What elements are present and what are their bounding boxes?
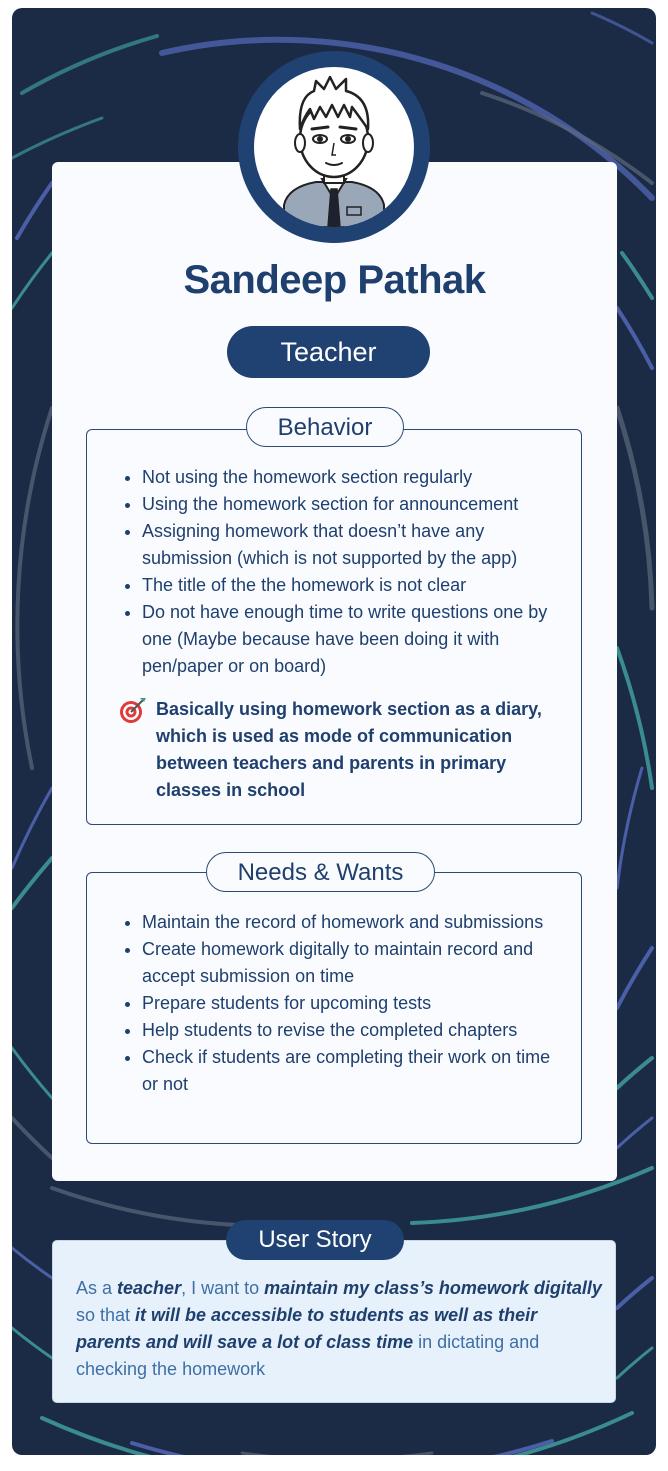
list-item: • Do not have enough time to write questions one by one (Maybe because have been doing it with pen/paper or on board): [142, 599, 572, 680]
user-story-text: As a teacher, I want to maintain my class’s homework digitally so that it will be accessible to students as well as their parents and will save a lot of class time in dictating and checking the homework: [76, 1278, 602, 1379]
behavior-title: Behavior: [246, 407, 404, 447]
user-story-title: User Story: [226, 1220, 404, 1260]
role-badge: Teacher: [227, 326, 430, 378]
avatar: [238, 51, 430, 243]
list-item: • Using the homework section for announcement: [142, 491, 572, 518]
list-item: • Prepare students for upcoming tests: [142, 990, 562, 1017]
behavior-list: [122, 464, 572, 680]
list-item: • Check if students are completing their work on time or not: [142, 1044, 562, 1098]
persona-frame: [12, 8, 656, 1455]
list-item: • Not using the homework section regularly: [142, 464, 572, 491]
persona-name: Sandeep Pathak: [183, 258, 486, 302]
target-icon: [118, 696, 148, 726]
list-item: • Maintain the record of homework and submissions: [142, 909, 562, 936]
list-item: • Create homework digitally to maintain record and accept submission on time: [142, 936, 562, 990]
behavior-highlight: Basically using homework section as a diary, which is used as mode of communication between teachers and parents in primary classes in school: [156, 699, 542, 800]
list-item: • Assigning homework that doesn’t have any submission (which is not supported by the app): [142, 518, 572, 572]
needs-list: [122, 909, 562, 1098]
list-item: • Help students to revise the completed chapters: [142, 1017, 562, 1044]
list-item: • The title of the the homework is not clear: [142, 572, 572, 599]
avatar-illustration: [254, 67, 414, 227]
needs-title: Needs & Wants: [206, 852, 435, 892]
